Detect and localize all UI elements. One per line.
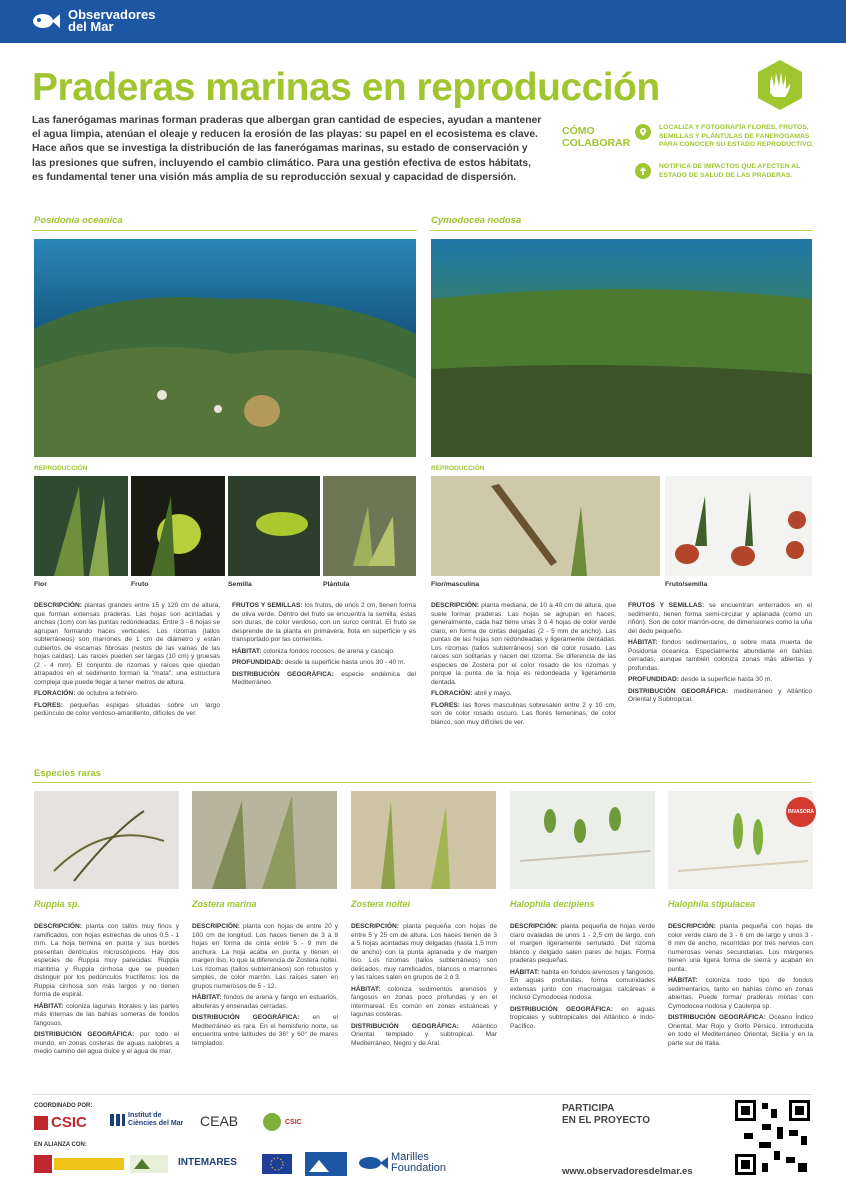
site-logo[interactable]: [68, 9, 155, 33]
cymodocea-meadow-photo: [431, 239, 812, 457]
posidonia-seed-photo: [228, 476, 320, 576]
zostera-marina-description: DESCRIPCIÓN: planta con hojas de entre 20 y 100 cm de longitud. Los haces tienen de 3 a 8 hojas en forma de cinta entre 5 - 9 mm de anchura. La hoja acaba en punta y tienen el margen liso, lo que la diferencia de Zostera noltei. Los rizomas (tallos subterráneos) son robustos y simples, de color marrón. Las raíces salen en grupos numerosos de 5 - 12. HÁBITAT: fondos de arena y fango en estuarios, albuferas y ensenadas cerradas. DISTRIBUCIÓN GEOGRÁFICA: en el Mediterráneo es rara. En el hemisferio norte, se encuentra entre latitudes de 36° y 60° de mares templados.: [192, 923, 338, 1047]
logo-line2: del Mar: [68, 19, 114, 34]
fish-logo-icon: [30, 11, 60, 31]
desc-item: PROFUNDIDAD: desde la superficie hasta unos 30 - 40 m.: [232, 659, 406, 666]
fish-icon: [356, 1154, 388, 1172]
website-link[interactable]: www.observadoresdelmar.es: [562, 1166, 693, 1177]
desc-item: FLORACIÓN: de octubre a febrero.: [34, 690, 139, 697]
qr-code-icon[interactable]: [735, 1100, 810, 1175]
rare-species-title: Especies raras: [34, 768, 102, 779]
rare-species-name: Zostera noltei: [351, 899, 411, 909]
participate-line1: PARTICIPA: [562, 1103, 615, 1114]
caption-flower: Flor: [34, 581, 47, 588]
collaborate-item-2: [635, 163, 819, 180]
desc-item: DISTRIBUCIÓN GEOGRÁFICA: mediterráneo y Atlántico Oriental y Subtropical.: [628, 687, 813, 703]
halophila-stipulacea-description: DESCRIPCIÓN: planta pequeña con hojas de color verde claro de 3 - 6 cm de largo y unos 3 - 8 mm de ancho, recorridas por tres nervios con numerosas venas secundarias. Los márgenes tienen una ligera forma de sierra y acaban en punta. HÁBITAT: coloniza todo tipo de fondos sedimentarios, tanto en bahías como en zonas abiertas. Puede formar praderas mixtas con Cymodocea nodosa y Caulerpa sp. DISTRIBUCIÓN GEOGRÁFICA: Océano Índico Oriental, Mar Rojo y Golfo Pérsico. Introducida en todo el Mediterráneo Oriental, Sicilia y en la parte sur de Italia.: [668, 923, 813, 1047]
desc-item: DISTRIBUCIÓN GEOGRÁFICA: especie endémica del Mediterráneo.: [232, 670, 416, 686]
biodiversity-foundation-logo[interactable]: [130, 1155, 168, 1173]
posidonia-title: Posidonia oceanica: [34, 215, 123, 226]
collaborate-item-2-text: NOTIFICA DE IMPACTOS QUE AFECTEN AL ESTADO DE SALUD DE LAS PRADERAS.: [659, 163, 801, 179]
posidonia-flower-photo: [34, 476, 128, 576]
participate-line2: EN EL PROYECTO: [562, 1115, 650, 1126]
collaborate-label: [562, 125, 632, 149]
cymodocea-title: Cymodocea nodosa: [431, 215, 522, 226]
eu-flag-icon: [262, 1154, 292, 1174]
section-divider: [32, 782, 812, 783]
participate-label: [562, 1103, 650, 1127]
zostera-noltei-description: DESCRIPCIÓN: planta pequeña con hojas de entre 5 y 25 cm de altura. Los haces tienen de 3 a 5 hojas acintadas muy delgadas (hasta 1,5 mm de ancho) con la punta aplanada y de margen liso. Los rizomas (tallos subterráneos) son delicados, muy ramificados, blancos o marrones y las raíces salen en grupos de 2 ó 3. HÁBITAT: coloniza sedimentos arenosos y fangosos en zonas poco profundas y en el intermareal. Es común en zonas estuáricas y lagunas costeras. DISTRIBUCIÓN GEOGRÁFICA: Atlántico Oriental templado y subtropical. Mar Mediterráneo, Negro y de Aral.: [351, 923, 497, 1047]
posidonia-description-2: [232, 602, 416, 691]
ministry-logo[interactable]: [34, 1155, 124, 1173]
zostera-marina-photo: [192, 791, 337, 889]
foundation-emblem-icon: [130, 1155, 168, 1173]
ceab-logo[interactable]: CEAB: [200, 1113, 239, 1129]
halophila-decipiens-description: DESCRIPCIÓN: planta pequeña de hojas verde claro ovaladas de unos 1 - 2,5 cm de largo, con el margen ligeramente serrulado. Del rizoma blanco y delgado salen pares de hojas. Forma praderas pequeñas. HÁBITAT: habita en fondos arenosos y fangosos. En aguas profundas, forma comunidades extensas junto con macroalgas calcáreas e incluso Cymodocea nodosa. DISTRIBUCIÓN GEOGRÁFICA: en aguas tropicales y subtropicales del Atlántico e Indo-Pacífico.: [510, 923, 655, 1030]
csic-emblem-icon: [34, 1116, 48, 1130]
desc-item: DESCRIPCIÓN: planta mediana, de 10 a 40 cm de altura, que suele formar praderas. Las hojas se agrupan en haces; generalmente, cada haz tiene unas 3 ó 4 hojas de color verde claro, en forma de cintas delgadas (2 - 5 mm de ancho). Las puntas de las hojas son redondeadas y ligeramente dentadas. Los rizomas (tallos subterráneos) son de color rosado. Las raíces son solitarias y nacen del rizoma. Se diferencia de las especies de Zostera por el color rosado de los rizomas y porque la punta de la hoja es redondeada y ligeramente dentada.: [431, 602, 616, 686]
icm-emblem-icon: [110, 1112, 125, 1128]
csic-logo[interactable]: CSIC: [34, 1114, 87, 1131]
desc-item: HÁBITAT: coloniza fondos rocosos, de arena y cascajo.: [232, 647, 395, 655]
top-bar: [0, 0, 846, 43]
page-title: Praderas marinas en reproducción: [32, 66, 660, 109]
ruppia-description: DESCRIPCIÓN: planta con tallos muy finos y ramificados, con hojas estrechas de unos 0,5 - 1 mm. La hoja termina en punta y sus bordes presentan dentículos microscópicos. Hay dos especies de Ruppia muy parecidas: Ruppia maritima y Ruppia cirrhosa que se pueden distinguir por los pedúnculos fructíferos: los de Ruppia cirrhosa son más largos y no tienen forma de espiral. HÁBITAT: coloniza lagunas litorales y las partes más internas de las bahías someras de fondos fangosos. DISTRIBUCIÓN GEOGRÁFICA: por todo el mundo, en zonas costeras de aguas salobres a medio camino del agua dulce y el agua de mar.: [34, 923, 179, 1055]
intro-paragraph: Las fanerógamas marinas forman praderas que albergan gran cantidad de especies, ayudan a mantener el agua limpia, atenúan el oleaje y reducen la erosión de las playas: su papel en el ecosistema es clave. Hace años que se investiga la distribución de las fanerógamas marinas, su estado de conservación y las presiones que sufren, incluyendo el cambio climático. Para una gestión efectiva de estos hábitats, es fundamental tener una visión más amplia de su reproducción sexual y capacidad de dispersión.: [32, 115, 542, 183]
csic-blanes-logo[interactable]: CSIC: [262, 1112, 302, 1132]
coordinated-by-label: COORDINADO POR:: [34, 1103, 93, 1109]
desc-item: DESCRIPCIÓN: plantas grandes entre 15 y 120 cm de altura, que forman extensas praderas. Las hojas son acintadas y anchas (1cm) con las puntas redondeadas. Entre 3 - 6 hojas se agrupan formando haces verticales. Los rizomas (tallos subterráneos) son marrones de 1 cm de diámetro y están cubiertos de escamas fibrosas (restos de las vainas de las hojas caídas). Las raíces pueden ser largas (10 cm) y gruesas (2 - 4 mm). El conjunto de rizomas y raíces que quedan atrapados en el sedimento forman la "mata", una estructura compleja que puede llegar a tener metros de altura.: [34, 602, 220, 686]
cymodocea-description: [431, 602, 616, 730]
rare-species-name: Ruppia sp.: [34, 899, 81, 909]
posidonia-fruit-photo: [131, 476, 225, 576]
desc-item: FRUTOS Y SEMILLAS: se encuentran enterrados en el sedimento, tienen forma semi-circular y aplanada (como un riñón). Son de color marrón-ocre, de dimensiones como la uña del dedo pequeño.: [628, 602, 813, 635]
invasive-badge: INVASORA: [786, 797, 816, 827]
marilles-logo[interactable]: Marilles Foundation: [356, 1152, 461, 1174]
desc-item: FLORES: pequeñas espigas situadas sobre un largo pedúnculo de color verdoso-amarillento, difíciles de ver.: [34, 701, 220, 717]
ruppia-photo: [34, 791, 179, 889]
cymodocea-repro-label: REPRODUCCIÓN: [431, 465, 485, 472]
footer-divider: [32, 1094, 812, 1095]
cymodocea-description-2: [628, 602, 812, 708]
desc-item: PROFUNDIDAD: desde la superficie hasta 30 m.: [628, 676, 773, 683]
collaborate-label-line2: COLABORAR: [562, 137, 631, 149]
posidonia-seedling-photo: [323, 476, 416, 576]
parks-logo[interactable]: [305, 1152, 347, 1176]
posidonia-meadow-photo: [34, 239, 416, 457]
cymodocea-fruit-photo: [665, 476, 812, 576]
wave-emblem-icon: [262, 1112, 282, 1132]
logo-line1: Observadores: [68, 7, 156, 22]
caption-male-flower: Flor/masculina: [431, 581, 479, 588]
icm-logo[interactable]: Institut de Ciències del Mar: [110, 1112, 190, 1128]
caption-fruit: Fruto: [131, 581, 149, 588]
collaborate-label-line1: CÓMO: [562, 125, 595, 137]
collaborate-item-1-text: LOCALIZA Y FOTOGRAFÍA FLORES, FRUTOS, SEMILLAS Y PLÁNTULAS DE FANERÓGAMAS PARA CONOCER SU ESTADO REPRODUCTIVO.: [659, 124, 814, 149]
desc-item: FLORES: las flores masculinas sobresalen entre 2 y 10 cm, son de color rosado oscuro. Las flores femeninas, de color blanco, son muy difíciles de ver.: [431, 701, 616, 726]
intemares-logo[interactable]: INTEMARES: [178, 1157, 237, 1168]
posidonia-description: [34, 602, 220, 722]
collaborate-item-1: [635, 124, 819, 150]
cymodocea-flower-photo: [431, 476, 660, 576]
halophila-decipiens-photo: [510, 791, 655, 889]
alliance-label: EN ALIANZA CON:: [34, 1142, 87, 1148]
desc-item: HÁBITAT: fondos sedimentarios, o sobre mata muerta de Posidonia oceanica. Especialmente abundante en bahías cerradas, aunque también coloniza zonas más abiertas y profundas.: [628, 639, 812, 672]
desc-item: FRUTOS Y SEMILLAS: los frutos, de unos 2 cm, tienen forma de oliva verde. Dentro del fruto se encuentra la semilla; éstas son duras, de color verdoso, con un surco central. El fruto se desprende de la planta en primavera, flota en superficie y es transportado por las corrientes.: [232, 602, 417, 643]
desc-item: FLORACIÓN: abril y mayo.: [431, 690, 512, 697]
parks-emblem-icon: [305, 1152, 347, 1176]
rare-species-name: Zostera marina: [192, 899, 257, 909]
rare-species-name: Halophila stipulacea: [668, 899, 756, 909]
rare-species-name: Halophila decipiens: [510, 899, 595, 909]
location-pin-icon: [635, 124, 651, 140]
hand-icon: [752, 57, 808, 113]
caption-seed: Semilla: [228, 581, 252, 588]
section-divider: [430, 230, 813, 231]
section-divider: [32, 230, 417, 231]
caption-fruit-seed: Fruto/semilla: [665, 581, 708, 588]
ministry-emblem-icon: [34, 1155, 124, 1173]
zostera-noltei-photo: [351, 791, 496, 889]
eu-logo[interactable]: [262, 1154, 292, 1174]
posidonia-repro-label: REPRODUCCIÓN: [34, 465, 88, 472]
arrow-up-icon: [635, 163, 651, 179]
caption-seedling: Plántula: [323, 581, 350, 588]
